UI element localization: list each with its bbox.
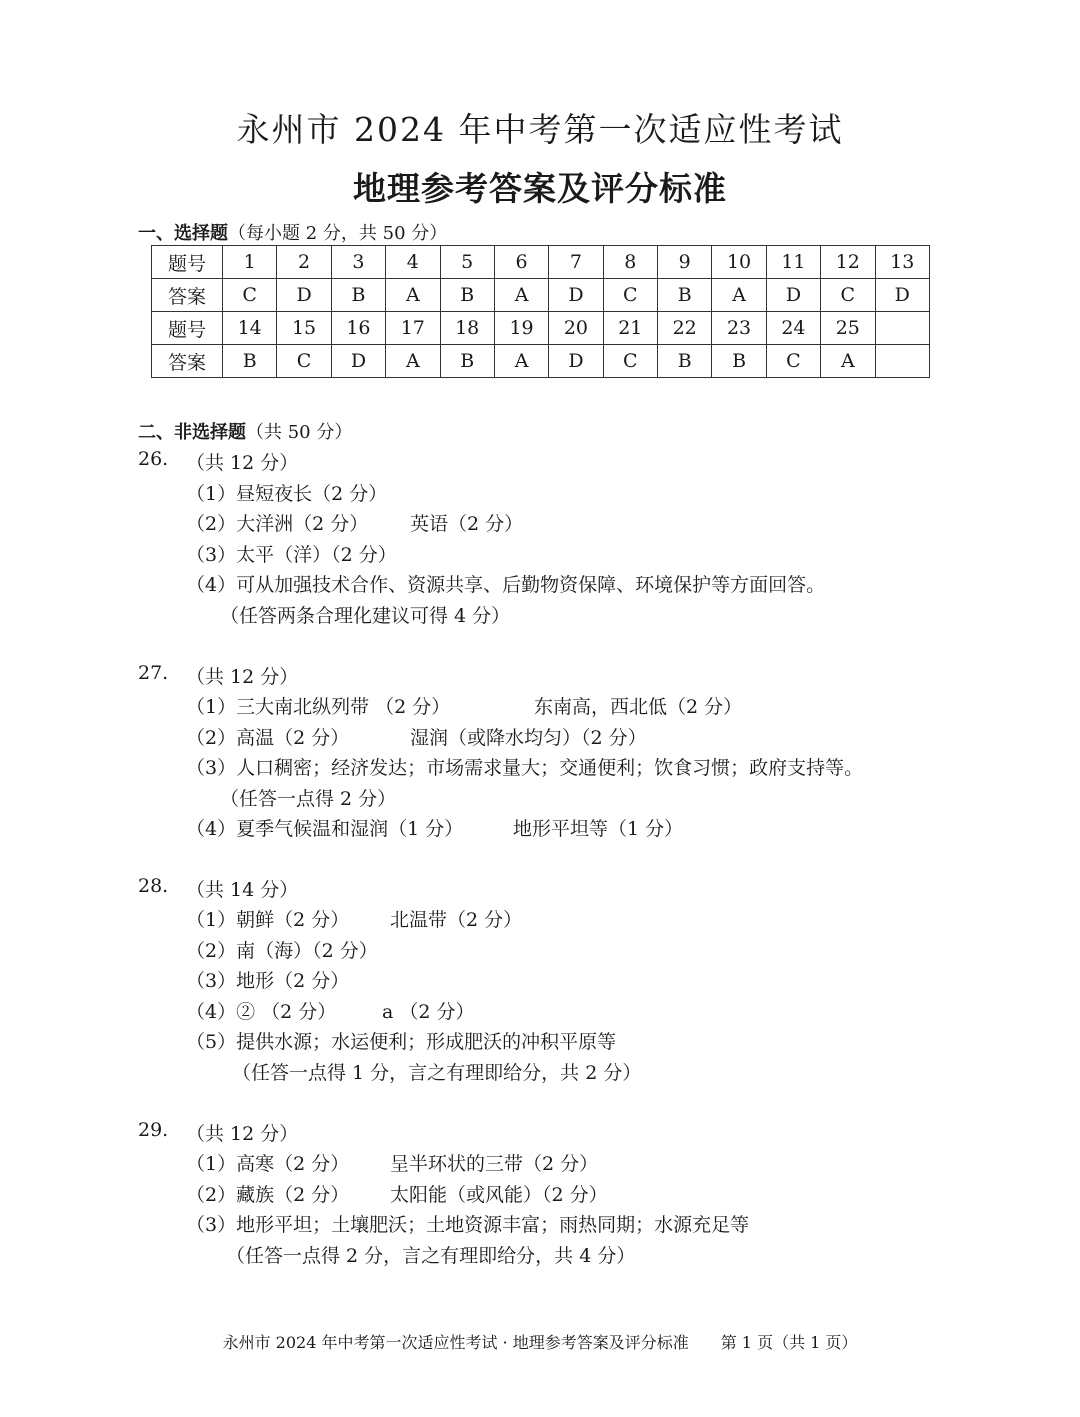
table-cell: B	[440, 279, 494, 312]
q29-answer-3: （3）地形平坦；土壤肥沃；土地资源丰富；雨热同期；水源充足等	[186, 1214, 750, 1236]
table-cell: C	[277, 345, 331, 378]
q28-answer-5-note: （任答一点得 1 分，言之有理即给分，共 2 分）	[232, 1062, 642, 1084]
table-cell: 4	[386, 246, 440, 279]
table-cell: 6	[494, 246, 548, 279]
row-label: 题号	[152, 312, 223, 345]
table-cell: C	[603, 345, 657, 378]
table-row	[152, 246, 930, 279]
q29-answer-1b: 呈半环状的三带（2 分）	[390, 1153, 599, 1175]
table-cell: 25	[821, 312, 875, 345]
table-cell: 11	[766, 246, 820, 279]
row-label: 答案	[152, 345, 223, 378]
q27-answer-2b: 湿润（或降水均匀）（2 分）	[410, 727, 647, 749]
q28-total: （共 14 分）	[186, 879, 299, 901]
q26-answer-4: （4）可从加强技术合作、资源共享、后勤物资保障、环境保护等方面回答。	[186, 574, 826, 596]
table-cell: 14	[223, 312, 277, 345]
q28-number: 28.	[138, 875, 169, 897]
row-label: 题号	[152, 246, 223, 279]
page-title: 永州市 2024 年中考第一次适应性考试	[236, 110, 844, 149]
q27-answer-1: （1）三大南北纵列带 （2 分）	[186, 696, 451, 718]
table-cell: A	[494, 345, 548, 378]
table-cell: D	[331, 345, 385, 378]
table-cell: 13	[875, 246, 930, 279]
q29-number: 29.	[138, 1119, 169, 1141]
table-cell: C	[766, 345, 820, 378]
section1-header	[138, 219, 447, 245]
page-subtitle: 地理参考答案及评分标准	[353, 169, 727, 208]
table-cell: D	[549, 345, 603, 378]
table-cell: B	[712, 345, 766, 378]
q27-answer-4: （4）夏季气候温和湿润（1 分）	[186, 818, 464, 840]
q26-answer-2b: 英语（2 分）	[410, 513, 524, 535]
table-cell: B	[658, 279, 712, 312]
table-row	[152, 279, 930, 312]
table-cell: 12	[821, 246, 875, 279]
table-cell: D	[766, 279, 820, 312]
table-cell: B	[440, 345, 494, 378]
table-cell: A	[386, 279, 440, 312]
table-cell: 20	[549, 312, 603, 345]
table-cell	[875, 345, 930, 378]
table-cell: 16	[331, 312, 385, 345]
table-cell: C	[223, 279, 277, 312]
table-row	[152, 312, 930, 345]
table-cell: 15	[277, 312, 331, 345]
table-cell: 2	[277, 246, 331, 279]
table-cell: A	[386, 345, 440, 378]
row-label: 答案	[152, 279, 223, 312]
table-cell: A	[821, 345, 875, 378]
table-cell: 18	[440, 312, 494, 345]
table-cell: B	[223, 345, 277, 378]
q27-answer-1b: 东南高，西北低（2 分）	[534, 696, 743, 718]
table-cell: 8	[603, 246, 657, 279]
q26-number: 26.	[138, 448, 169, 470]
table-cell: 24	[766, 312, 820, 345]
q27-number: 27.	[138, 662, 169, 684]
table-row	[152, 345, 930, 378]
table-cell: 23	[712, 312, 766, 345]
q27-answer-3: （3）人口稠密；经济发达；市场需求量大；交通便利；饮食习惯；政府支持等。	[186, 757, 864, 779]
q27-answer-2: （2）高温（2 分）	[186, 727, 350, 749]
table-cell: A	[712, 279, 766, 312]
q28-answer-4: （4）② （2 分）	[186, 1001, 337, 1023]
q26-answer-3: （3）太平（洋）（2 分）	[186, 544, 397, 566]
table-cell: 5	[440, 246, 494, 279]
table-cell: C	[821, 279, 875, 312]
q28-answer-1b: 北温带（2 分）	[390, 909, 523, 931]
q28-answer-2: （2）南（海）（2 分）	[186, 940, 378, 962]
q26-answer-4-note: （任答两条合理化建议可得 4 分）	[220, 605, 511, 627]
section1-heading: 一、选择题	[138, 223, 228, 244]
q26-total: （共 12 分）	[186, 452, 299, 474]
table-cell: A	[494, 279, 548, 312]
table-cell: B	[331, 279, 385, 312]
section1-note: （每小题 2 分，共 50 分）	[228, 223, 448, 244]
table-cell: D	[549, 279, 603, 312]
table-cell: 1	[223, 246, 277, 279]
q26-answer-2: （2）大洋洲（2 分）	[186, 513, 369, 535]
table-cell: 22	[658, 312, 712, 345]
q29-answer-2b: 太阳能（或风能）（2 分）	[390, 1184, 608, 1206]
q28-answer-4b: a （2 分）	[382, 1001, 475, 1023]
q27-answer-3-note: （任答一点得 2 分）	[220, 788, 397, 810]
table-cell: 7	[549, 246, 603, 279]
q26-answer-1: （1）昼短夜长（2 分）	[186, 483, 388, 505]
q27-answer-4b: 地形平坦等（1 分）	[513, 818, 684, 840]
table-cell: 21	[603, 312, 657, 345]
section2-header	[138, 418, 352, 444]
table-cell: 9	[658, 246, 712, 279]
q29-answer-1: （1）高寒（2 分）	[186, 1153, 350, 1175]
table-cell: B	[658, 345, 712, 378]
q28-answer-5: （5）提供水源；水运便利；形成肥沃的冲积平原等	[186, 1031, 617, 1053]
table-cell: C	[603, 279, 657, 312]
table-cell: D	[875, 279, 930, 312]
q27-total: （共 12 分）	[186, 666, 299, 688]
table-cell	[875, 312, 930, 345]
table-cell: D	[277, 279, 331, 312]
table-cell: 19	[494, 312, 548, 345]
page-footer: 永州市 2024 年中考第一次适应性考试 · 地理参考答案及评分标准 第 1 页（共 1 页）	[222, 1333, 858, 1352]
q28-answer-1: （1）朝鲜（2 分）	[186, 909, 350, 931]
section2-note: （共 50 分）	[246, 422, 353, 443]
q29-total: （共 12 分）	[186, 1123, 299, 1145]
table-cell: 3	[331, 246, 385, 279]
q29-answer-2: （2）藏族（2 分）	[186, 1184, 350, 1206]
table-cell: 10	[712, 246, 766, 279]
q29-answer-3-note: （任答一点得 2 分，言之有理即给分，共 4 分）	[226, 1245, 636, 1267]
q28-answer-3: （3）地形（2 分）	[186, 970, 350, 992]
table-cell: 17	[386, 312, 440, 345]
section2-heading: 二、非选择题	[138, 422, 246, 443]
answer-table	[151, 245, 930, 378]
